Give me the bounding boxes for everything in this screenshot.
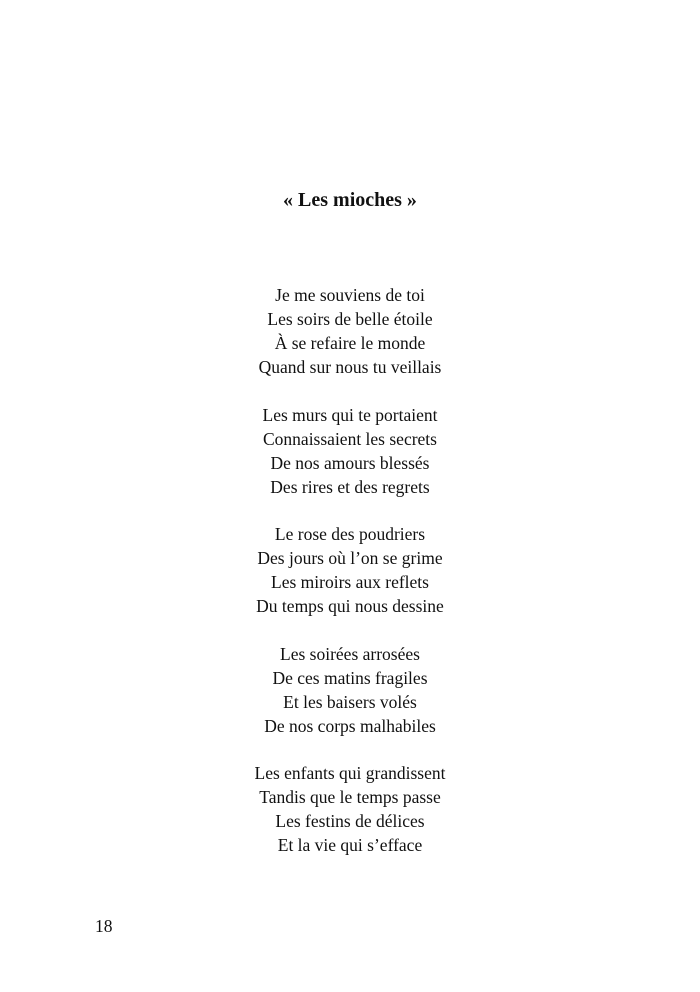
poem-line: Les enfants qui grandissent — [254, 763, 446, 783]
stanza — [0, 403, 700, 499]
poem-body — [0, 283, 700, 881]
poem-line: Les miroirs aux reflets — [271, 572, 429, 592]
poem-line: Quand sur nous tu veillais — [258, 357, 442, 377]
poem-line: Les soirées arrosées — [280, 643, 420, 664]
poem-line: Je me souviens de toi — [275, 285, 425, 305]
poem-line: Les soirs de belle étoile — [267, 309, 433, 329]
poem-line: Les murs qui te portaient — [262, 404, 438, 425]
poem-title: « Les mioches » — [283, 189, 417, 211]
poem-line: Tandis que le temps passe — [259, 787, 441, 807]
stanza — [0, 642, 700, 738]
poem-line: Et la vie qui s’efface — [277, 835, 423, 855]
poem-line: Connaissaient les secrets — [263, 428, 437, 449]
poem-line: Les festins de délices — [275, 811, 425, 831]
poem-line: Le rose des poudriers — [274, 524, 426, 544]
poem-line: Du temps qui nous dessine — [256, 596, 444, 616]
poem-line: Et les baisers volés — [283, 691, 417, 712]
poem-line: De ces matins fragiles — [272, 667, 428, 688]
poem-line: De nos amours blessés — [270, 452, 430, 473]
poem-line: De nos corps malhabiles — [264, 715, 436, 736]
page-number: 18 — [95, 916, 113, 936]
stanza — [0, 522, 700, 618]
poem-line: Des jours où l’on se grime — [257, 548, 443, 568]
poem-line: Des rires et des regrets — [270, 476, 430, 497]
poem-line: À se refaire le monde — [274, 333, 426, 353]
stanza — [0, 283, 700, 379]
stanza — [0, 761, 700, 857]
